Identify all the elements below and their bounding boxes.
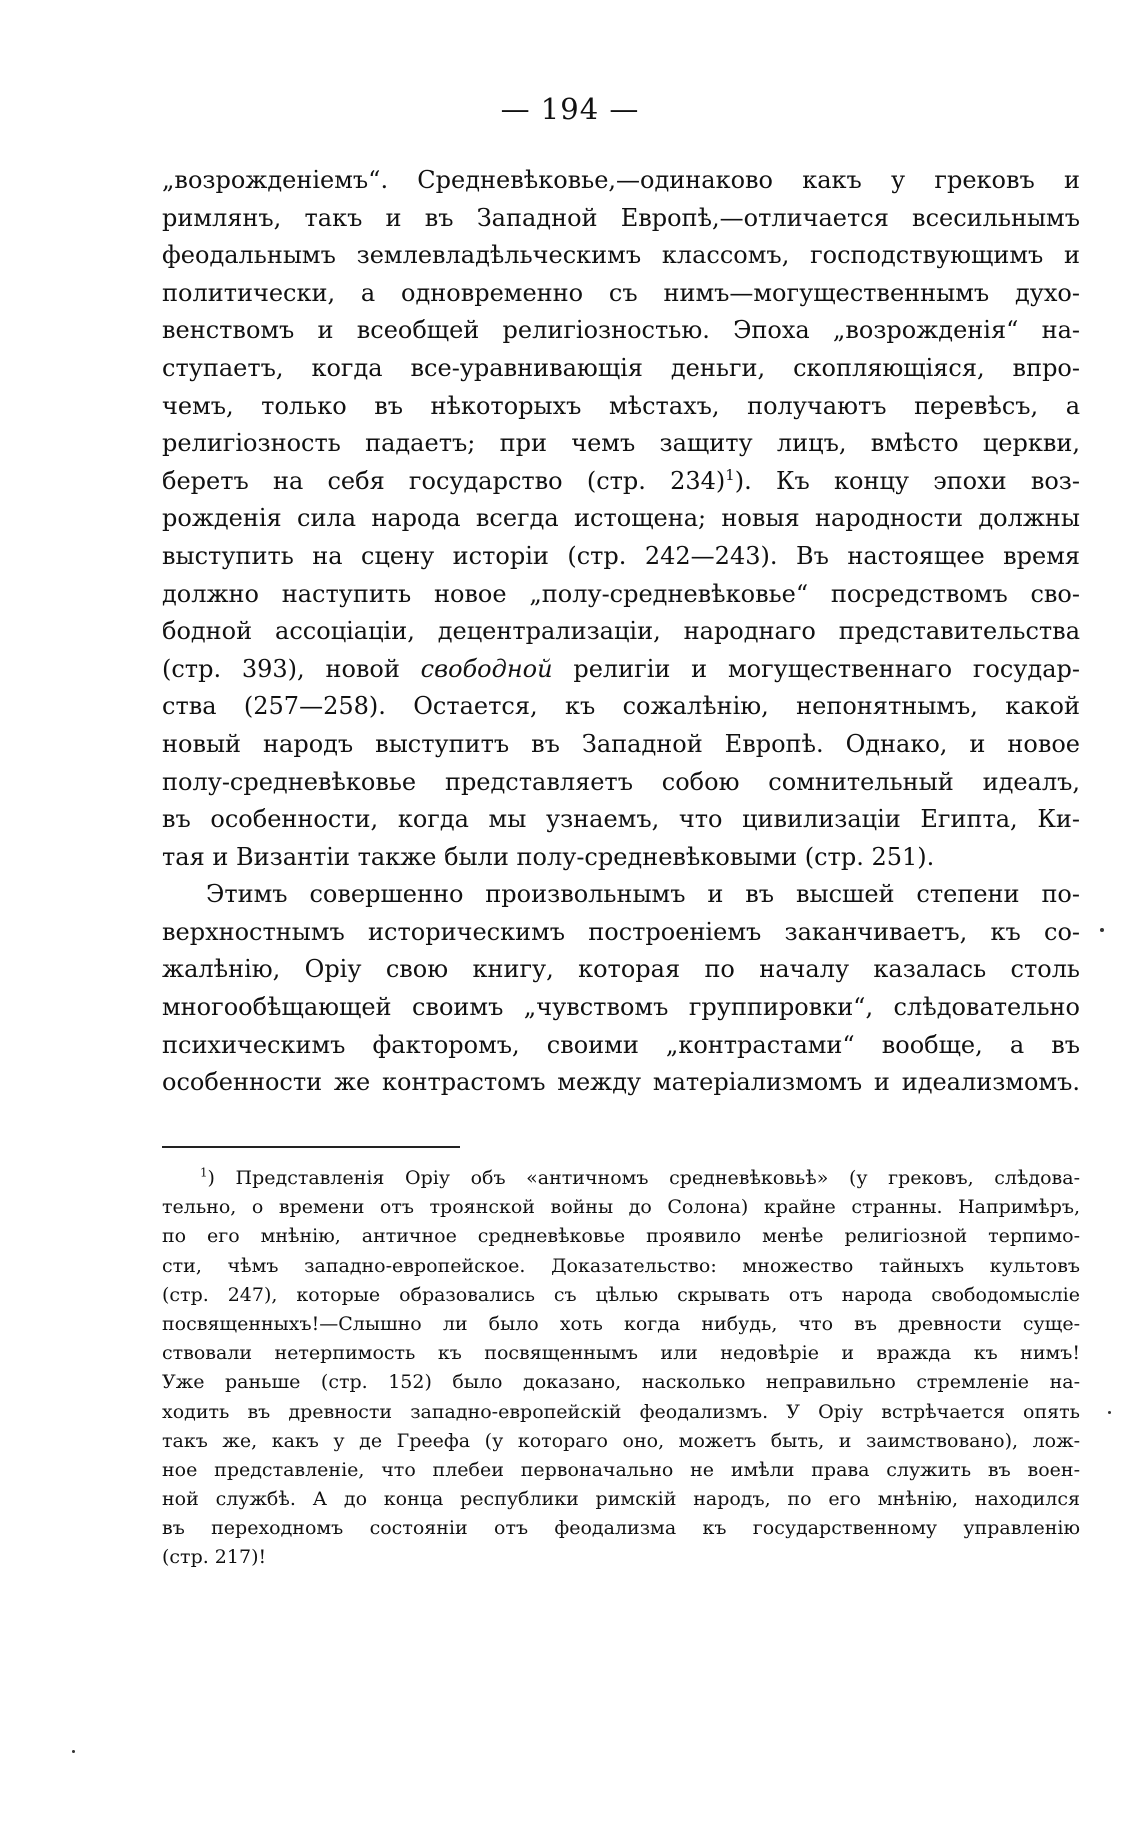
text-line: чемъ, только въ нѣкоторыхъ мѣстахъ, получаютъ перевѣсъ, а	[162, 391, 1080, 420]
footnote-line: (стр. 247), которые образовались съ цѣлью скрывать отъ народа свободомысліе	[162, 1283, 1080, 1306]
footnote-line: сти, чѣмъ западно-европейское. Доказательство: множество тайныхъ культовъ	[162, 1254, 1080, 1277]
footnote-line: такъ же, какъ у де Греефа (у котораго оно, можетъ быть, и заимствовано), лож-	[162, 1429, 1080, 1452]
text-line: въ особенности, когда мы узнаемъ, что цивилизаціи Египта, Ки-	[162, 805, 1080, 834]
footnote-line: тельно, о времени отъ троянской войны до Солона) крайне странны. Напримѣръ,	[162, 1196, 1080, 1219]
text-line: полу-средневѣковье представляетъ собою сомнительный идеалъ,	[162, 767, 1080, 796]
main-text	[162, 162, 1080, 1102]
text-line: религіозность падаетъ; при чемъ защиту лицъ, вмѣсто церкви,	[162, 429, 1080, 458]
text-line: политически, а одновременно съ нимъ—могущественнымъ духо-	[162, 278, 1080, 307]
text-fragment: ) Представленія Оріу объ «античномъ средневѣковьѣ» (у грековъ, слѣдова-	[207, 1167, 1080, 1189]
footnote-marker: 1	[200, 1165, 208, 1180]
text-line: римлянъ, такъ и въ Западной Европѣ,—отличается всесильнымъ	[162, 203, 1080, 232]
text-line-with-footnote	[162, 463, 1080, 501]
footnote-line: Уже раньше (стр. 152) было доказано, насколько неправильно стремленіе на-	[162, 1371, 1080, 1394]
text-line: венствомъ и всеобщей религіозностью. Эпоха „возрожденія“ на-	[162, 316, 1080, 345]
footnote-line: ходить въ древности западно-европейскій феодализмъ. У Оріу встрѣчается опять	[162, 1400, 1080, 1423]
footnotes	[162, 1164, 1080, 1573]
text-line: верхностнымъ историческимъ построеніемъ заканчиваетъ, къ со-	[162, 917, 1080, 946]
footnote-line: посвященныхъ!—Слышно ли было хоть когда нибудь, что въ древности суще-	[162, 1312, 1080, 1335]
text-line: рожденія сила народа всегда истощена; новыя народности должны	[162, 504, 1080, 533]
text-fragment: ). Къ концу эпохи воз-	[734, 466, 1080, 495]
text-line: ства (257—258). Остается, къ сожалѣнію, непонятнымъ, какой	[162, 692, 1080, 721]
paragraph-start-line: Этимъ совершенно произвольнымъ и въ высшей степени по-	[206, 880, 1080, 909]
text-line: бодной ассоціаціи, децентрализаціи, народнаго представительства	[162, 617, 1080, 646]
scan-speck	[1100, 928, 1104, 932]
text-line-with-italic	[162, 651, 1080, 689]
footnote-line: ствовали нетерпимость къ посвященнымъ или недовѣріе и вражда къ нимъ!	[162, 1342, 1080, 1365]
text-line: выступить на сцену исторіи (стр. 242—243). Въ настоящее время	[162, 541, 1080, 570]
italic-word: свободной	[420, 654, 553, 683]
scan-speck	[72, 1750, 75, 1753]
text-line: должно наступить новое „полу-средневѣковье“ посредствомъ сво-	[162, 579, 1080, 608]
text-line: ступаетъ, когда все-уравнивающія деньги, скопляющіяся, впро-	[162, 353, 1080, 382]
footnote-line: въ переходномъ состояніи отъ феодализма къ государственному управленію	[162, 1517, 1080, 1540]
footnote-first-line	[162, 1164, 1080, 1193]
text-fragment: (стр. 393), новой	[162, 654, 400, 683]
text-line: психическимъ факторомъ, своими „контрастами“ вообще, а въ	[162, 1030, 1080, 1059]
footnote-line: ное представленіе, что плебеи первоначально не имѣли права служить въ воен-	[162, 1458, 1080, 1481]
text-line: тая и Византіи также были полу-средневѣковыми (стр. 251).	[162, 842, 935, 871]
footnote-reference[interactable]: 1	[725, 465, 735, 484]
text-line: многообѣщающей своимъ „чувствомъ группировки“, слѣдовательно	[162, 993, 1080, 1022]
footnote-line: ной службѣ. А до конца республики римскій народъ, по его мнѣнію, находился	[162, 1488, 1080, 1511]
text-line: „возрожденіемъ“. Средневѣковье,—одинаково какъ у грековъ и	[162, 166, 1080, 194]
scan-speck	[1108, 1411, 1111, 1414]
page-number: — 194 —	[500, 92, 640, 126]
text-line: особенности же контрастомъ между матеріализмомъ и идеализмомъ.	[162, 1068, 1080, 1097]
footnote-line: (стр. 217)!	[162, 1546, 267, 1569]
text-line: жалѣнію, Оріу свою книгу, которая по началу казалась столь	[162, 955, 1080, 984]
footnote-separator	[162, 1146, 460, 1148]
text-line: новый народъ выступитъ въ Западной Европѣ. Однако, и новое	[162, 729, 1080, 758]
text-fragment: беретъ на себя государство (стр. 234)	[162, 466, 726, 495]
footnote-line: по его мнѣнію, античное средневѣковье проявило менѣе религіозной терпимо-	[162, 1225, 1080, 1248]
text-fragment: религіи и могущественнаго государ-	[552, 654, 1080, 683]
text-line: феодальнымъ землевладѣльческимъ классомъ, господствующимъ и	[162, 241, 1080, 270]
